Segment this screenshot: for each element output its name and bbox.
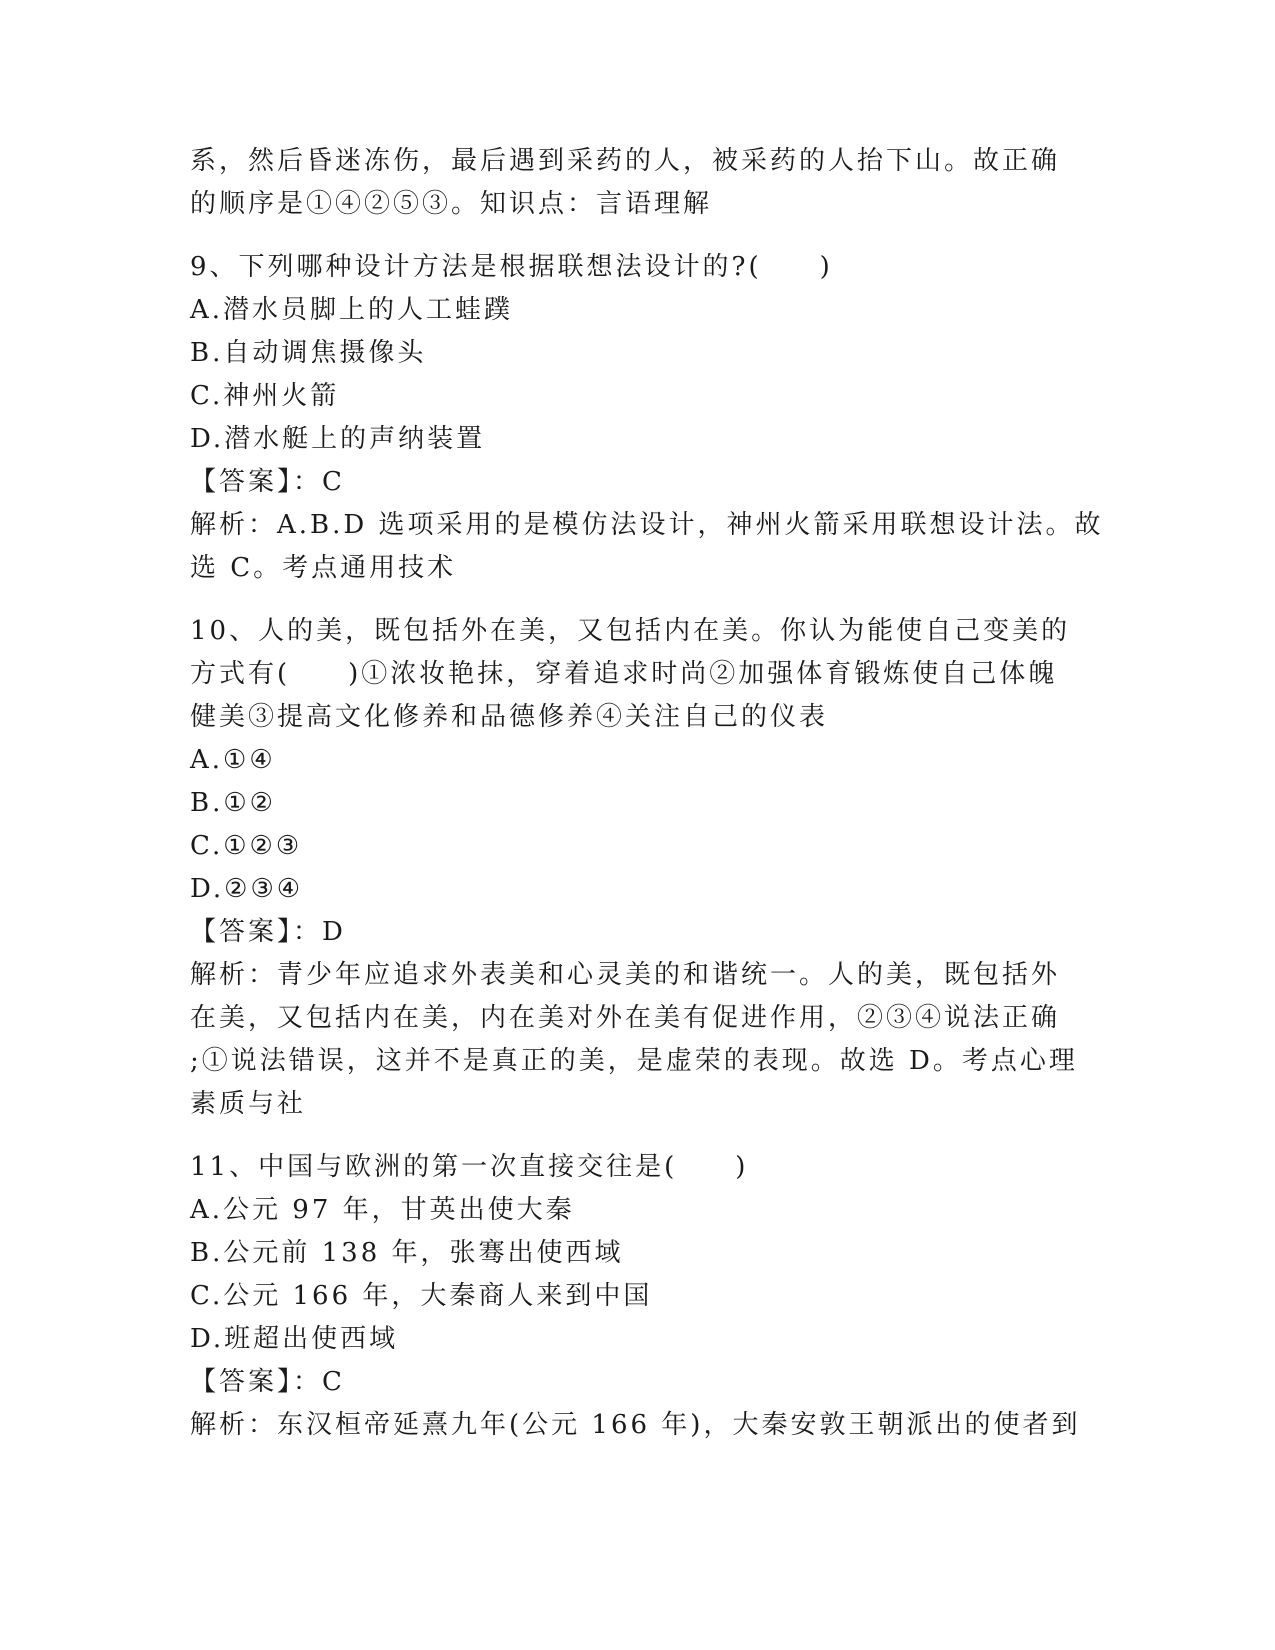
question-text: 健美③提高文化修养和品德修养④关注自己的仪表 xyxy=(190,702,829,732)
answer-line: 【答案】：C xyxy=(190,467,345,497)
answer-line: 【答案】：D xyxy=(190,917,346,947)
option-a: A.潜水员脚上的人工蛙蹼 xyxy=(190,295,514,325)
document-body xyxy=(190,140,1104,1447)
option-c: C.神州火箭 xyxy=(190,381,340,411)
option-a: A.①④ xyxy=(190,745,276,775)
analysis-line: ;①说法错误，这并不是真正的美，是虚荣的表现。故选 D。考点心理 xyxy=(190,1046,1078,1076)
previous-question-analysis-tail xyxy=(190,140,1090,226)
option-d: D.②③④ xyxy=(190,874,304,904)
question-text: 10、人的美，既包括外在美，又包括内在美。你认为能使自己变美的 xyxy=(190,616,1071,646)
question-11 xyxy=(190,1146,1090,1447)
option-d: D.班超出使西域 xyxy=(190,1324,399,1354)
question-text: 11、中国与欧洲的第一次直接交往是( ) xyxy=(190,1152,749,1182)
option-d: D.潜水艇上的声纳装置 xyxy=(190,424,486,454)
option-a: A.公元 97 年，甘英出使大秦 xyxy=(190,1195,575,1225)
answer-line: 【答案】：C xyxy=(190,1367,345,1397)
analysis-line: 在美，又包括内在美，内在美对外在美有促进作用，②③④说法正确 xyxy=(190,1003,1061,1033)
option-b: B.公元前 138 年，张骞出使西域 xyxy=(190,1238,624,1268)
option-c: C.①②③ xyxy=(190,831,303,861)
option-b: B.①② xyxy=(190,788,276,818)
analysis-line: 选 C。考点通用技术 xyxy=(190,553,457,583)
analysis-line: 素质与社 xyxy=(190,1089,307,1119)
analysis-line: 解析：A.B.D 选项采用的是模仿法设计，神州火箭采用联想设计法。故 xyxy=(190,510,1104,540)
analysis-line: 解析：青少年应追求外表美和心灵美的和谐统一。人的美，既包括外 xyxy=(190,960,1061,990)
option-c: C.公元 166 年，大秦商人来到中国 xyxy=(190,1281,653,1311)
option-b: B.自动调焦摄像头 xyxy=(190,338,427,368)
question-text: 9、下列哪种设计方法是根据联想法设计的?( ) xyxy=(190,252,833,282)
analysis-line: 的顺序是①④②⑤③。知识点：言语理解 xyxy=(190,189,713,219)
analysis-line: 系，然后昏迷冻伤，最后遇到采药的人，被采药的人抬下山。故正确 xyxy=(190,146,1061,176)
question-10 xyxy=(190,610,1090,1126)
question-9 xyxy=(190,246,1104,590)
question-text: 方式有( )①浓妆艳抹，穿着追求时尚②加强体育锻炼使自己体魄 xyxy=(190,659,1058,689)
analysis-line: 解析：东汉桓帝延熹九年(公元 166 年)，大秦安敦王朝派出的使者到 xyxy=(190,1410,1081,1440)
